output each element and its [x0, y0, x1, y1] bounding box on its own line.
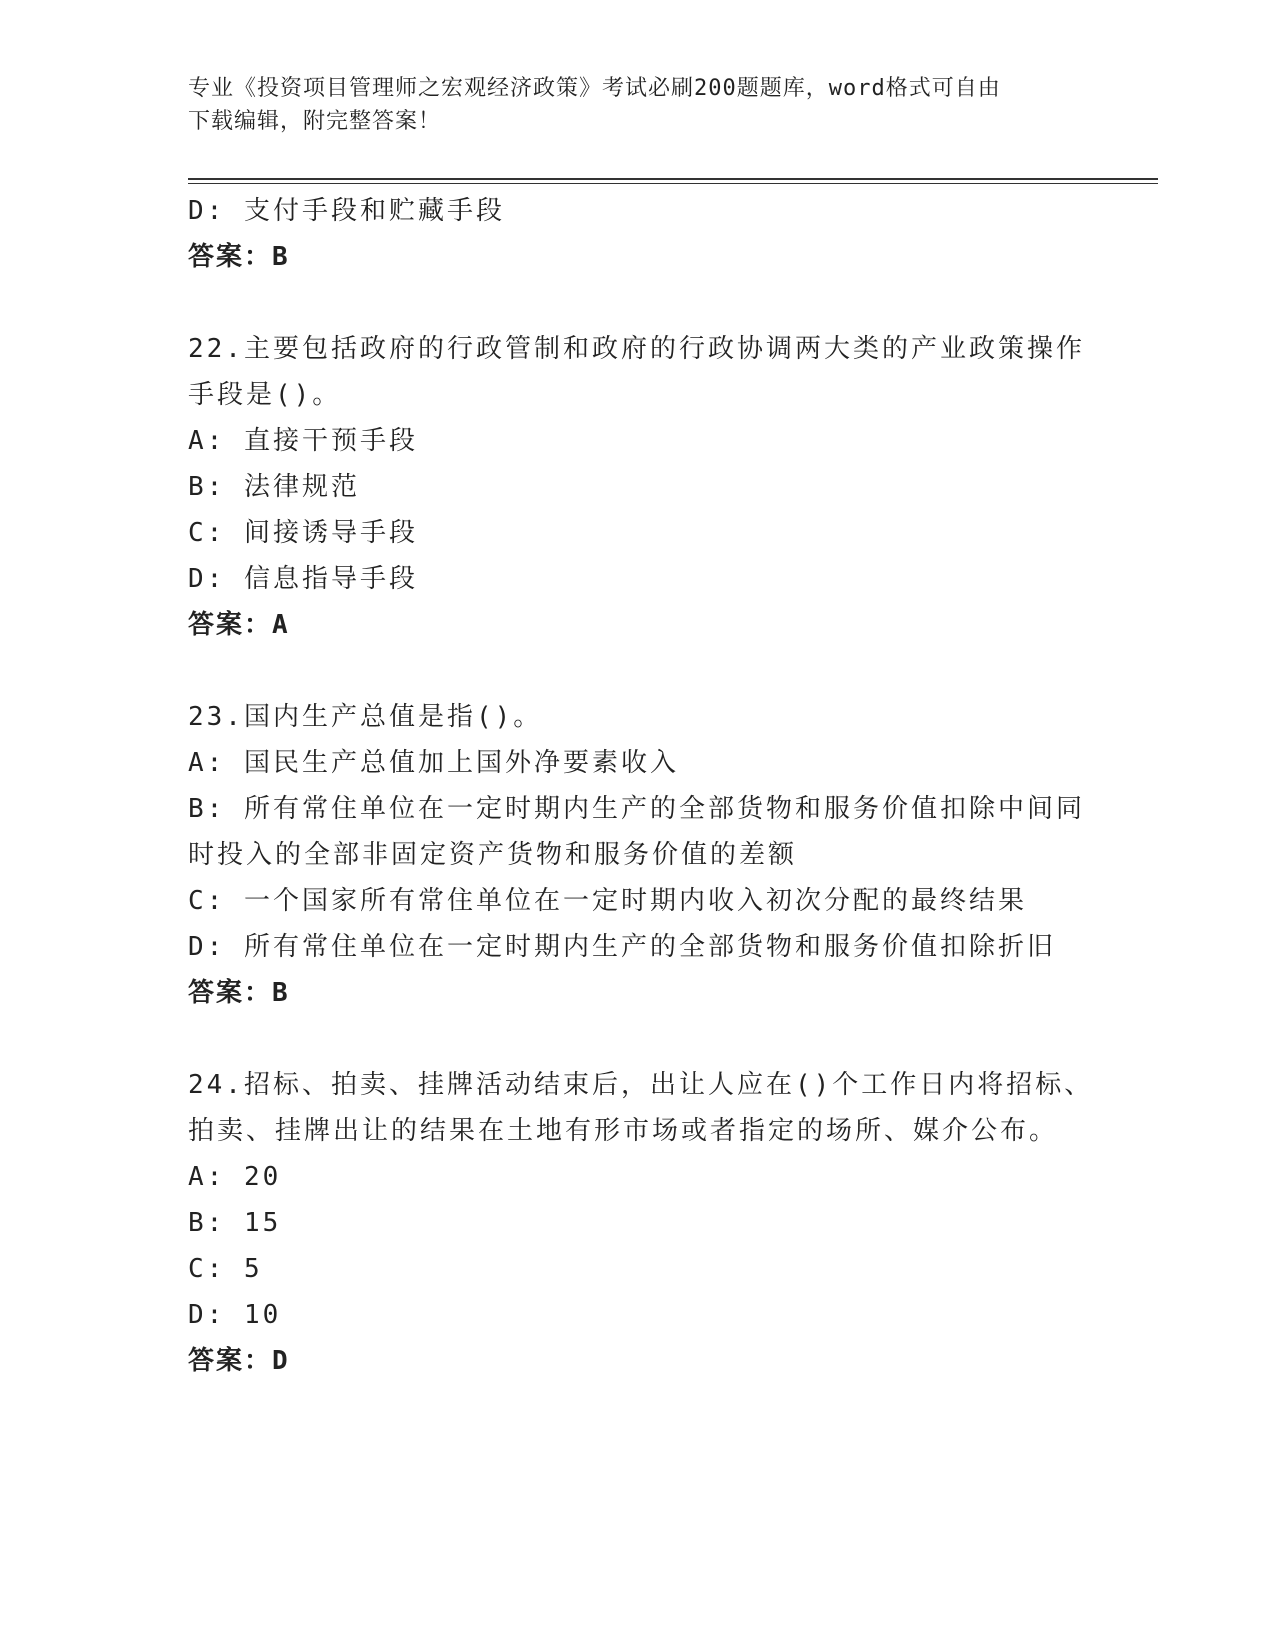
header-rule-thick — [188, 178, 1158, 180]
option-c: C: 5 — [188, 1254, 263, 1284]
question-stem-continued: 拍卖、挂牌出让的结果在土地有形市场或者指定的场所、媒介公布。 — [188, 1116, 1059, 1146]
option-a: A: 20 — [188, 1162, 282, 1192]
header-line-2: 下载编辑，附完整答案！ — [188, 109, 442, 134]
spacer — [188, 648, 1088, 694]
option-d: D: 所有常住单位在一定时期内生产的全部货物和服务价值扣除折旧 — [188, 932, 1056, 962]
option-a: A: 直接干预手段 — [188, 426, 418, 456]
option-b: B: 法律规范 — [188, 472, 360, 502]
option-d: D: 信息指导手段 — [188, 564, 418, 594]
question-stem: 23.国内生产总值是指()。 — [188, 702, 543, 732]
answer: 答案：D — [188, 1346, 290, 1376]
question-stem: 22.主要包括政府的行政管制和政府的行政协调两大类的产业政策操作 — [188, 334, 1085, 364]
header-line-1: 专业《投资项目管理师之宏观经济政策》考试必刷200题题库，word格式可自由 — [188, 76, 1001, 101]
question-21-tail — [188, 188, 1088, 280]
document-header — [188, 72, 1088, 138]
option-d: D: 支付手段和贮藏手段 — [188, 196, 505, 226]
question-list — [188, 188, 1094, 1384]
question-stem: 24.招标、拍卖、挂牌活动结束后，出让人应在()个工作日内将招标、 — [188, 1070, 1094, 1100]
option-b: B: 15 — [188, 1208, 282, 1238]
question-22 — [188, 326, 1088, 648]
option-d: D: 10 — [188, 1300, 282, 1330]
question-23 — [188, 694, 1088, 1016]
option-a: A: 国民生产总值加上国外净要素收入 — [188, 748, 679, 778]
answer: 答案：A — [188, 610, 290, 640]
option-c: C: 间接诱导手段 — [188, 518, 418, 548]
spacer — [188, 1016, 1088, 1062]
option-c: C: 一个国家所有常住单位在一定时期内收入初次分配的最终结果 — [188, 886, 1027, 916]
answer: 答案：B — [188, 978, 290, 1008]
option-b: B: 所有常住单位在一定时期内生产的全部货物和服务价值扣除中间同 — [188, 794, 1085, 824]
question-stem-continued: 手段是()。 — [188, 380, 342, 410]
option-b-continued: 时投入的全部非固定资产货物和服务价值的差额 — [188, 840, 798, 870]
spacer — [188, 280, 1088, 326]
answer: 答案：B — [188, 242, 290, 272]
header-rule-thin — [188, 183, 1158, 184]
question-24 — [188, 1062, 1094, 1384]
